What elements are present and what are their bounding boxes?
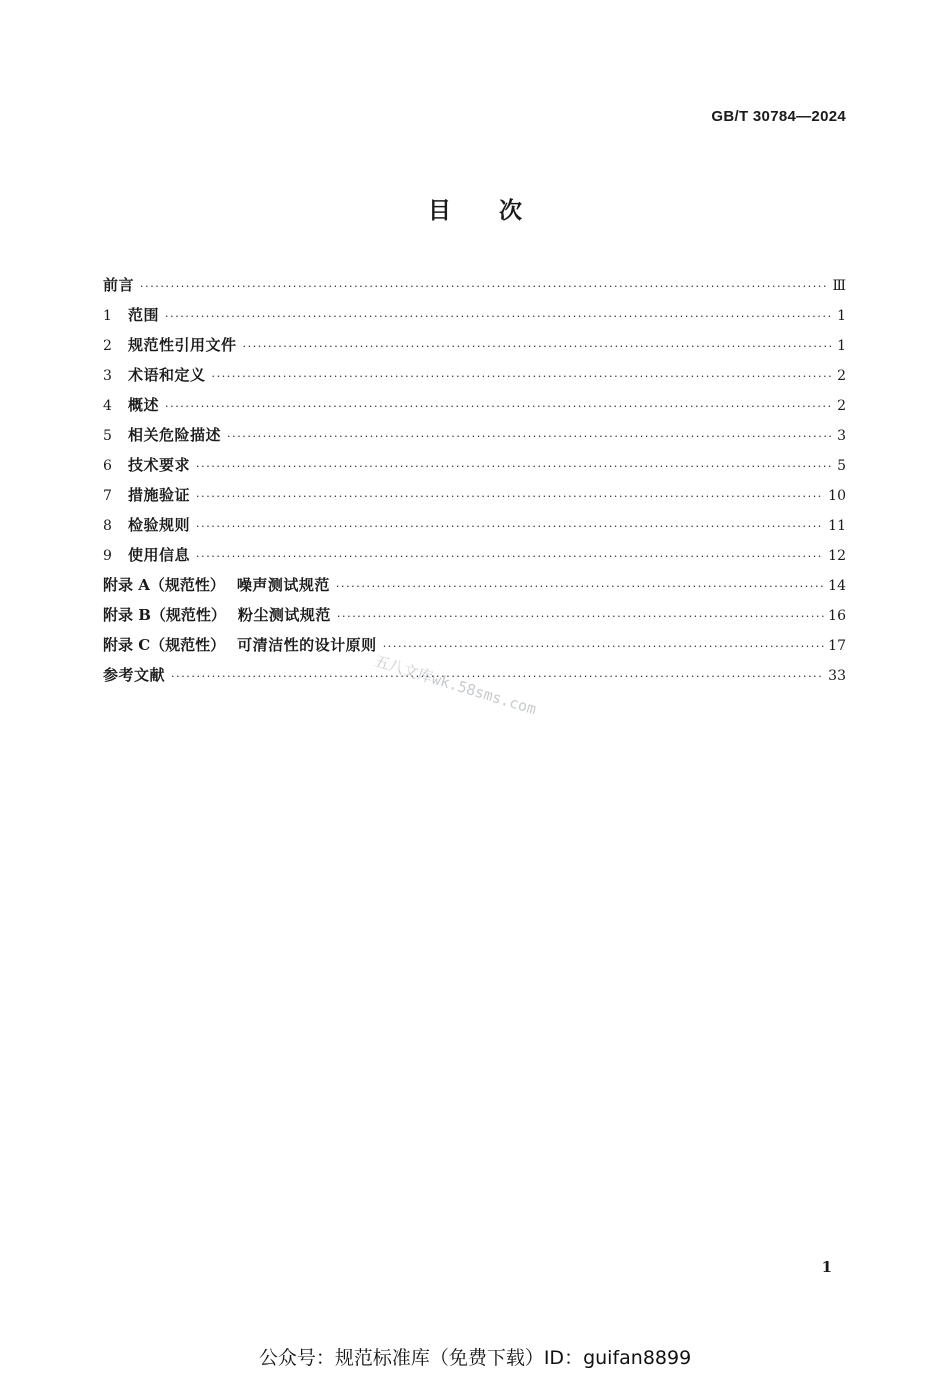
toc-label: 范围 xyxy=(128,306,160,324)
toc-page: 2 xyxy=(837,368,846,384)
toc-page: 16 xyxy=(828,608,846,624)
toc-number: 7 xyxy=(103,488,112,504)
toc-label: 规范性引用文件 xyxy=(128,336,237,354)
footer-banner: 公众号：规范标准库（免费下载）ID：guifan8899 xyxy=(258,1347,692,1369)
toc-page: 2 xyxy=(837,398,846,414)
toc-number: 9 xyxy=(103,548,112,564)
toc-entry-annex-b[interactable] xyxy=(103,600,846,630)
dot-leader xyxy=(196,482,824,512)
toc-label: 使用信息 xyxy=(128,546,191,564)
toc-page: 1 xyxy=(837,338,846,354)
toc-number: 4 xyxy=(103,398,112,414)
toc-page: 1 xyxy=(837,308,846,324)
table-of-contents xyxy=(103,270,846,690)
dot-leader xyxy=(337,602,824,632)
dot-leader xyxy=(165,302,832,332)
toc-number: 1 xyxy=(103,308,112,324)
dot-leader xyxy=(212,362,832,392)
toc-page: 17 xyxy=(828,638,846,654)
toc-entry-9[interactable] xyxy=(103,540,846,570)
toc-entry-annex-c[interactable] xyxy=(103,630,846,660)
dot-leader xyxy=(243,332,832,362)
toc-page: 12 xyxy=(828,548,846,564)
dot-leader xyxy=(227,422,832,452)
toc-page: Ⅲ xyxy=(832,278,846,294)
toc-label: 噪声测试规范 xyxy=(236,576,330,594)
toc-page: 10 xyxy=(828,488,846,504)
dot-leader xyxy=(165,392,832,422)
toc-number: 2 xyxy=(103,338,112,354)
toc-label: 检验规则 xyxy=(128,516,191,534)
toc-page: 11 xyxy=(828,518,846,534)
dot-leader xyxy=(383,632,824,662)
toc-label: 参考文献 xyxy=(103,666,166,684)
toc-entry-6[interactable] xyxy=(103,450,846,480)
toc-page: 33 xyxy=(828,668,846,684)
toc-label: 前言 xyxy=(103,276,135,294)
annex-prefix: 附录 A（规范性） xyxy=(103,576,225,594)
toc-entry-5[interactable] xyxy=(103,420,846,450)
dot-leader xyxy=(196,512,824,542)
toc-entry-3[interactable] xyxy=(103,360,846,390)
toc-entry-4[interactable] xyxy=(103,390,846,420)
toc-entry-7[interactable] xyxy=(103,480,846,510)
toc-entry-8[interactable] xyxy=(103,510,846,540)
toc-page: 3 xyxy=(837,428,846,444)
dot-leader xyxy=(336,572,824,602)
dot-leader xyxy=(196,542,824,572)
page-number: 1 xyxy=(821,1258,832,1276)
toc-label: 术语和定义 xyxy=(128,366,206,384)
toc-page: 5 xyxy=(837,458,846,474)
toc-number: 8 xyxy=(103,518,112,534)
toc-label: 措施验证 xyxy=(128,486,191,504)
toc-entry-preface[interactable] xyxy=(103,270,846,300)
toc-label: 粉尘测试规范 xyxy=(237,606,331,624)
toc-entry-1[interactable] xyxy=(103,300,846,330)
toc-label: 技术要求 xyxy=(128,456,191,474)
dot-leader xyxy=(196,452,832,482)
toc-number: 6 xyxy=(103,458,112,474)
toc-entry-annex-a[interactable] xyxy=(103,570,846,600)
toc-entry-2[interactable] xyxy=(103,330,846,360)
annex-prefix: 附录 B（规范性） xyxy=(103,606,226,624)
toc-label: 可清洁性的设计原则 xyxy=(237,636,377,654)
toc-number: 5 xyxy=(103,428,112,444)
standard-code: GB/T 30784—2024 xyxy=(711,108,846,125)
toc-label: 相关危险描述 xyxy=(128,426,222,444)
dot-leader xyxy=(140,272,828,302)
annex-prefix: 附录 C（规范性） xyxy=(103,636,226,654)
toc-number: 3 xyxy=(103,368,112,384)
toc-page: 14 xyxy=(828,578,846,594)
toc-title: 目次 xyxy=(428,197,570,224)
watermark: 五八文库wk.58sms.com xyxy=(372,651,539,719)
toc-label: 概述 xyxy=(128,396,160,414)
